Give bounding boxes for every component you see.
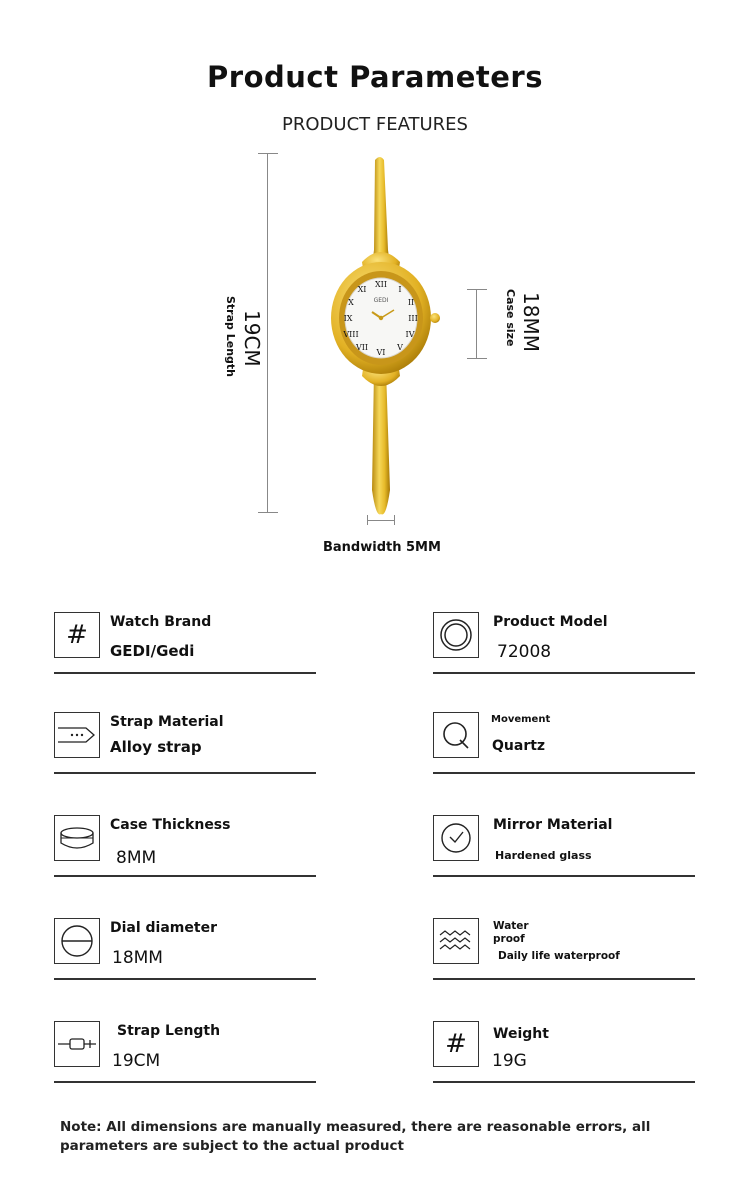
param-label: Movement [491, 714, 551, 725]
dial-icon [54, 918, 100, 964]
param-value: Alloy strap [110, 738, 202, 756]
waves-icon [433, 918, 479, 964]
double-circle-icon [433, 612, 479, 658]
param-dial-diameter [54, 918, 316, 982]
divider [54, 772, 316, 774]
watch-image [320, 150, 450, 530]
svg-text:I: I [398, 285, 402, 294]
case-size-value: 18MM [519, 292, 543, 352]
param-weight [433, 1021, 695, 1085]
divider [54, 978, 316, 980]
measurement-note: Note: All dimensions are manually measured, there are reasonable errors, all parameters are subject to the actual product [60, 1119, 651, 1154]
divider [54, 672, 316, 674]
param-label: Weight [493, 1026, 549, 1042]
strap-length-value: 19CM [240, 310, 264, 367]
divider [433, 978, 695, 980]
strap-length-tick-bottom [258, 512, 278, 513]
divider [433, 1081, 695, 1083]
param-value: 19G [492, 1051, 527, 1071]
page-subtitle: PRODUCT FEATURES [282, 114, 468, 135]
param-strap-material [54, 712, 316, 776]
strap-length-label: Strap Length [224, 296, 237, 377]
param-water-proof [433, 918, 695, 982]
bandwidth-tick-right [394, 515, 395, 525]
divider [433, 672, 695, 674]
dial-brand: GEDI [373, 297, 389, 304]
divider [433, 772, 695, 774]
param-value: 8MM [116, 848, 157, 868]
param-label: Case Thickness [110, 817, 231, 833]
case-size-dimension-line [476, 289, 477, 359]
param-value: GEDI/Gedi [110, 642, 195, 660]
param-value: Quartz [492, 738, 546, 754]
param-watch-brand [54, 612, 316, 676]
svg-text:IX: IX [343, 314, 353, 323]
param-label: Strap Material [110, 714, 224, 730]
param-value: 19CM [112, 1051, 161, 1071]
svg-text:II: II [407, 298, 415, 307]
svg-text:XI: XI [357, 285, 367, 294]
case-size-tick-top [467, 289, 487, 290]
strap-length-icon [54, 1021, 100, 1067]
param-strap-length [54, 1021, 316, 1085]
hash-icon: # [433, 1021, 479, 1067]
param-value: 72008 [497, 642, 552, 662]
param-value: Hardened glass [495, 849, 592, 862]
clock-icon [433, 815, 479, 861]
svg-text:III: III [408, 314, 418, 323]
param-label: Water proof [493, 920, 529, 945]
param-movement [433, 712, 695, 776]
case-thickness-icon [54, 815, 100, 861]
divider [54, 875, 316, 877]
param-mirror-material [433, 815, 695, 879]
svg-text:IV: IV [405, 330, 415, 339]
param-case-thickness [54, 815, 316, 879]
bandwidth-dimension-line [367, 520, 395, 521]
bandwidth-label: Bandwidth 5MM [323, 540, 441, 555]
param-value: 18MM [112, 948, 163, 968]
page-title: Product Parameters [207, 60, 543, 94]
strap-icon [54, 712, 100, 758]
svg-text:X: X [348, 298, 354, 307]
svg-text:VI: VI [376, 348, 386, 357]
hash-icon: # [54, 612, 100, 658]
param-value: Daily life waterproof [498, 950, 620, 962]
strap-length-dimension-line [267, 153, 268, 513]
param-product-model [433, 612, 695, 676]
strap-length-tick-top [258, 153, 278, 154]
bandwidth-tick-left [367, 515, 368, 525]
param-label: Dial diameter [110, 920, 217, 936]
svg-text:VII: VII [355, 343, 369, 352]
divider [54, 1081, 316, 1083]
case-size-label: Case size [504, 289, 517, 347]
param-label: Watch Brand [110, 614, 212, 630]
param-label: Strap Length [117, 1023, 221, 1039]
param-label: Mirror Material [493, 817, 613, 833]
svg-text:V: V [397, 343, 403, 352]
divider [433, 875, 695, 877]
svg-text:XII: XII [374, 280, 388, 289]
param-label: Product Model [493, 614, 608, 630]
case-size-tick-bottom [467, 358, 487, 359]
q-icon [433, 712, 479, 758]
svg-text:VIII: VIII [343, 330, 359, 339]
